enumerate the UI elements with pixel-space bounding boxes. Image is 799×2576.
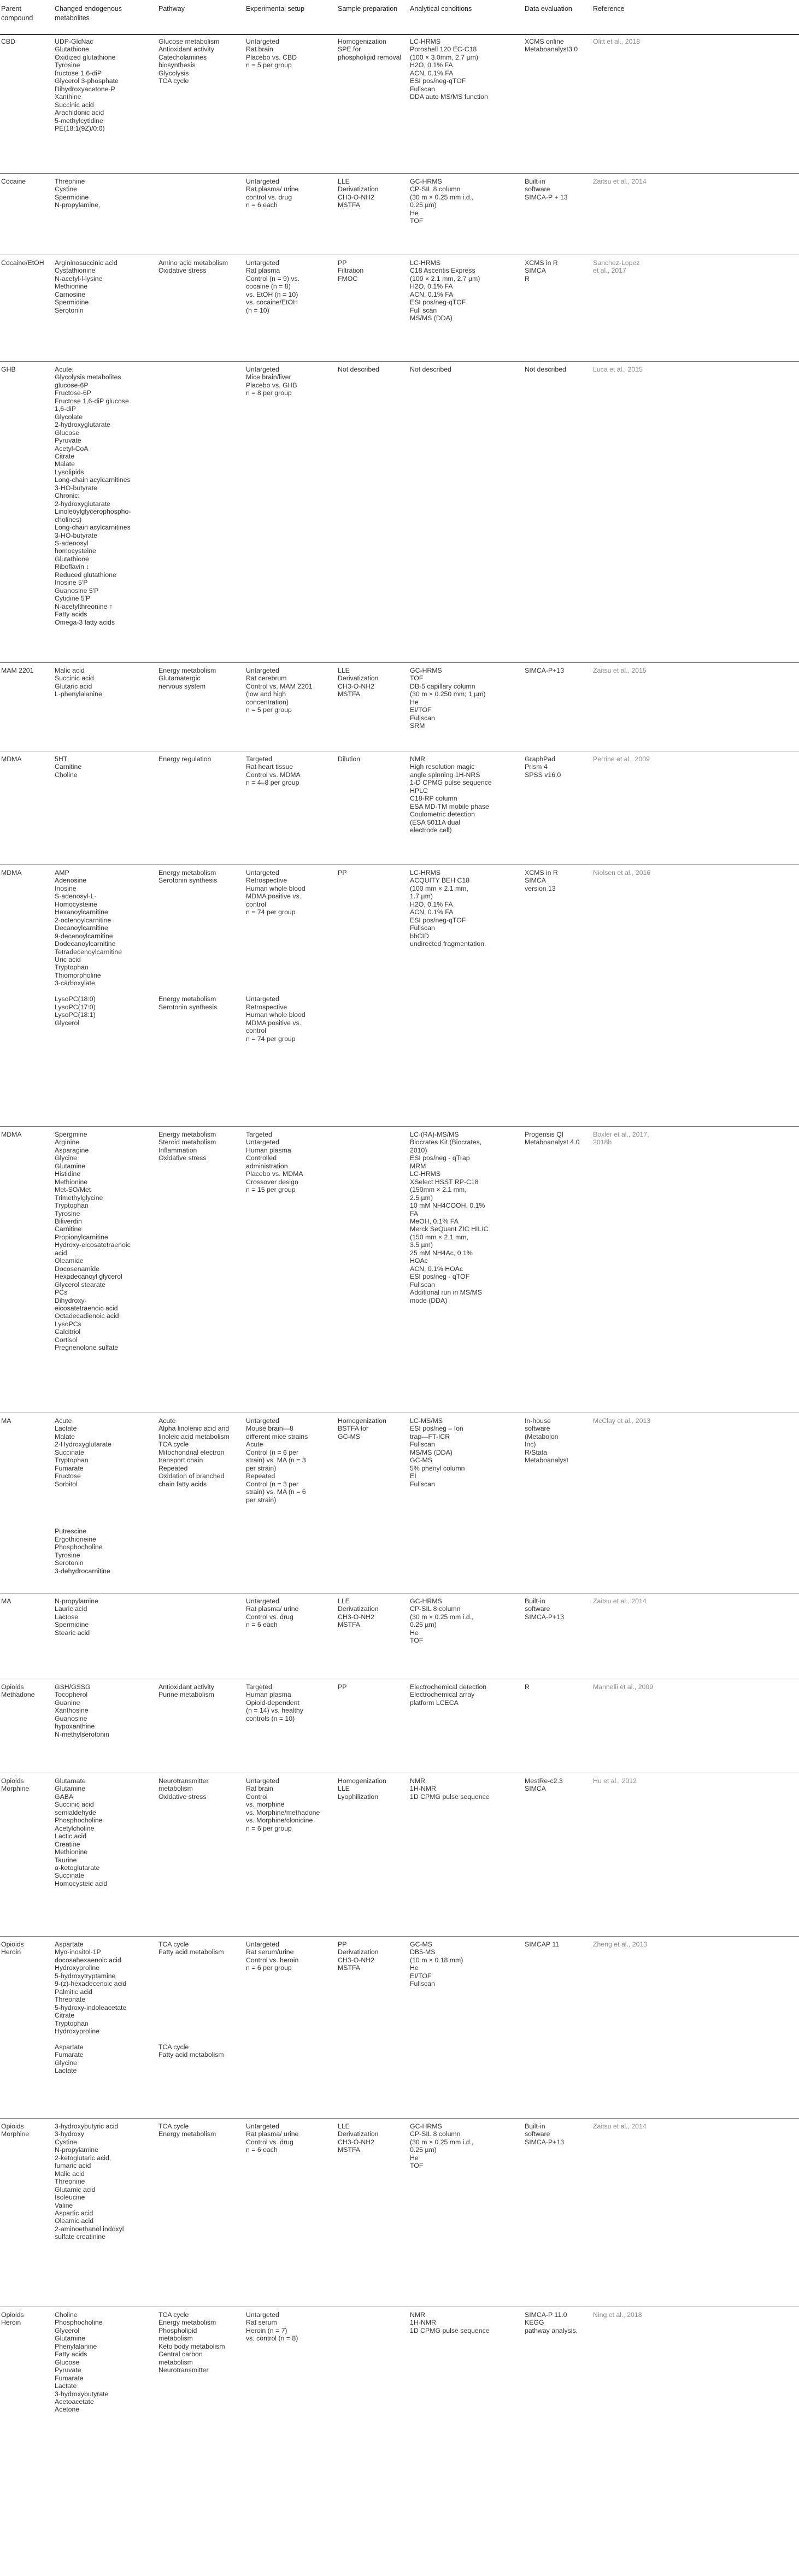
cell-sample-preparation: LLE Derivatization CH3-O-NH2 MSTFA [338,1597,379,1629]
cell-reference[interactable]: Boxler et al., 2017, 2018b [593,1131,649,1146]
cell-analytical-conditions: NMR 1H-NMR 1D CPMG pulse sequence [410,2311,490,2334]
cell-metabolites: GSH/GSSG Tocopherol Guanine Xanthosine Guanosine hypoxanthine N-methylserotonin [55,1683,109,1738]
cell-parent-compound: MDMA [1,1131,22,1138]
cell-data-evaluation: Progensis QI Metaboanalyst 4.0 [525,1131,580,1146]
cell-data-evaluation: Built-in software SIMCA-P + 13 [525,178,568,201]
cell-metabolites: Argininosuccinic acid Cystathionine N-acetyl-l-lysine Methionine Carnosine Spermidine Serotonin [55,259,118,314]
header-pathway: Pathway [158,5,185,13]
cell-experimental-setup: Untargeted Rat plasma Control (n = 9) vs. cocaine (n = 8) vs. EtOH (n = 10) vs. cocaine/EtOH (n = 10) [246,259,300,314]
cell-parent-compound: MDMA [1,755,22,763]
cell-reference[interactable]: Zaitsu et al., 2014 [593,178,647,185]
cell-pathway: TCA cycle Fatty acid metabolism TCA cycle Fatty acid metabolism [158,1940,224,2059]
cell-experimental-setup: Untargeted Mice brain/liver Placebo vs. GHB n = 8 per group [246,366,297,397]
cell-parent-compound: Cocaine/EtOH [1,259,44,267]
cell-reference[interactable]: Nielsen et al., 2016 [593,869,651,877]
header-reference: Reference [593,5,625,13]
cell-sample-preparation: Homogenization BSTFA for GC-MS [338,1417,386,1440]
cell-reference[interactable]: Zaitsu et al., 2014 [593,1597,647,1605]
table-row [0,2119,799,2307]
table-row [0,256,799,362]
cell-data-evaluation: SIMCA-P 11.0 KEGG pathway analysis. [525,2311,578,2334]
cell-parent-compound: Opioids Methadone [1,1683,35,1699]
cell-pathway: Glucose metabolism Antioxidant activity Catecholamines biosynthesis Glycolysis TCA cycle [158,38,220,85]
cell-data-evaluation: XCMS in R SIMCA version 13 [525,869,558,892]
cell-metabolites: UDP-GlcNac Glutathione Oxidized glutathione Tyrosine fructose 1,6-diP Glycerol 3-phosphate Dihydroxyacetone-P Xanthine Succinic acid Arachidonic acid 5-methylcytidine PE(18:1(9Z)/0:0) [55,38,119,132]
cell-experimental-setup: Untargeted Rat plasma/ urine Control vs. drug n = 6 each [246,1597,299,1629]
cell-analytical-conditions: GC-HRMS CP-SIL 8 column (30 m × 0.25 mm i.d., 0.25 µm) He TOF [410,1597,474,1645]
cell-analytical-conditions: NMR 1H-NMR 1D CPMG pulse sequence [410,1777,490,1801]
table-row [0,1937,799,2119]
cell-analytical-conditions: GC-HRMS CP-SIL 8 column (30 m × 0.25 mm i.d., 0.25 µm) He TOF [410,178,474,225]
cell-sample-preparation: LLE Derivatization CH3-O-NH2 MSTFA [338,2122,379,2154]
table-row [0,34,799,174]
cell-reference[interactable]: Olitt et al., 2018 [593,38,641,45]
cell-parent-compound: Opioids Heroin [1,2311,24,2327]
cell-analytical-conditions: GC-HRMS CP-SIL 8 column (30 m × 0.25 mm i.d., 0.25 µm) He TOF [410,2122,474,2170]
cell-data-evaluation: XCMS in R SIMCA R [525,259,558,283]
cell-analytical-conditions: LC-HRMS ACQUITY BEH C18 (100 mm × 2.1 mm, 1.7 µm) H2O, 0.1% FA ACN, 0.1% FA ESI pos/neg-qTOF Fullscan bbCID undirected fragmentation. [410,869,486,948]
cell-reference[interactable]: Perrine et al., 2009 [593,755,650,763]
cell-data-evaluation: R [525,1683,530,1691]
cell-analytical-conditions: GC-HRMS TOF DB-5 capillary column (30 m × 0.250 mm; 1 µm) He EI/TOF Fullscan SRM [410,667,486,730]
cell-reference[interactable]: Zaitsu et al., 2015 [593,667,647,674]
cell-parent-compound: GHB [1,366,16,373]
cell-parent-compound: MDMA [1,869,22,877]
cell-sample-preparation: PP Derivatization CH3-O-NH2 MSTFA [338,1940,379,1972]
cell-pathway: Energy metabolism Glutamatergic nervous system [158,667,216,690]
cell-analytical-conditions: Electrochemical detection Electrochemical array platform LCECA [410,1683,487,1707]
cell-pathway: Neurotransmitter metabolism Oxidative stress [158,1777,209,1801]
cell-parent-compound: MA [1,1597,11,1605]
header-changed-metabolites: Changed endogenous metabolites [55,5,122,22]
header-parent-compound: Parent compound [1,5,33,22]
cell-data-evaluation: SIMCAP 11 [525,1940,560,1948]
cell-reference[interactable]: Mannelli et al., 2009 [593,1683,654,1691]
cell-sample-preparation: LLE Derivatization CH3-O-NH2 MSTFA [338,178,379,209]
cell-analytical-conditions: LC-HRMS Poroshell 120 EC-C18 (100 × 3.0mm, 2.7 µm) H2O, 0.1% FA ACN, 0.1% FA ESI pos/neg-qTOF Fullscan DDA auto MS/MS function [410,38,488,101]
cell-metabolites: 3-hydroxybutyric acid 3-hydroxy Cystine N-propylamine 2-ketoglutaric acid, fumaric acid Malic acid Threonine Glutamic acid Isoleucine Valine Aspartic acid Oleamic acid 2-aminoethanol indoxyl sulfate creatinine [55,2122,124,2241]
cell-pathway: Antioxidant activity Purine metabolism [158,1683,214,1699]
table-row [0,1127,799,1413]
cell-pathway: Energy metabolism Steroid metabolism Inflammation Oxidative stress [158,1131,216,1162]
table-row [0,1594,799,1679]
cell-metabolites: Acute: Glycolysis metabolites glucose-6P Fructose-6P Fructose 1,6-diP glucose 1,6-diP Glycolate 2-hydroxyglutarate Glucose Pyruvate Acetyl-CoA Citrate Malate Lysolipids Long-chain acylcarnitines 3-HO-butyrate Chronic: 2-hydroxyglutarate Linoleoylglycerophospho- cholines) Long-chain acylcarnitines 3-HO-butyrate S-adenosyl homocysteine Glutathione Riboflavin ↓ Reduced glutathione Inosine 5'P Guanosine 5'P Cytidine 5'P N-acetylthreonine ↑ Fatty acids Omega-3 fatty acids [55,366,131,626]
table-header [0,0,799,35]
table-row [0,362,799,663]
cell-sample-preparation: LLE Derivatization CH3-O-NH2 MSTFA [338,667,379,698]
cell-parent-compound: Opioids Heroin [1,1940,24,1956]
cell-analytical-conditions: Not described [410,366,451,373]
cell-data-evaluation: GraphPad Prism 4 SPSS v16.0 [525,755,561,779]
table-row [0,1774,799,1937]
cell-reference[interactable]: McClay et al., 2013 [593,1417,651,1425]
cell-experimental-setup: Targeted Human plasma Opioid-dependent (n = 14) vs. healthy controls (n = 10) [246,1683,303,1722]
cell-sample-preparation: Homogenization SPE for phospholipid removal [338,38,402,61]
cell-pathway: Acute Alpha linolenic acid and linoleic acid metabolism TCA cycle Mitochondrial electron transport chain Repeated Oxidation of branched chain fatty acids [158,1417,230,1488]
cell-experimental-setup: Untargeted Rat cerebrum Control vs. MAM 2201 (low and high concentration) n = 5 per group [246,667,313,714]
cell-sample-preparation: PP [338,869,347,877]
cell-analytical-conditions: LC-HRMS C18 Ascentis Express (100 × 2.1 mm, 2.7 µm) H2O, 0.1% FA ACN, 0.1% FA ESI pos/neg-qTOF Full scan MS/MS (DDA) [410,259,480,322]
cell-analytical-conditions: LC-MS/MS ESI pos/neg – Ion trap—FT-ICR Fullscan MS/MS (DDA) GC-MS 5% phenyl column EI Fullscan [410,1417,465,1488]
cell-reference[interactable]: Luca et al., 2015 [593,366,643,373]
cell-sample-preparation: Not described [338,366,379,373]
cell-metabolites: Acute Lactate Malate 2-Hydroxyglutarate Succinate Tryptophan Fumarate Fructose Sorbitol Putrescine Ergothioneine Phosphocholine Tyrosine Serotonin 3-dehydrocarnitine [55,1417,111,1575]
cell-parent-compound: Cocaine [1,178,26,185]
cell-sample-preparation: PP Filtration FMOC [338,259,364,283]
cell-reference[interactable]: Ning et al., 2018 [593,2311,642,2319]
cell-pathway: Energy regulation [158,755,212,763]
cell-data-evaluation: Not described [525,366,566,373]
table-row [0,866,799,1127]
cell-experimental-setup: Targeted Untargeted Human plasma Controlled administration Placebo vs. MDMA Crossover design n = 15 per group [246,1131,303,1194]
cell-data-evaluation: Built-in software SIMCA-P+13 [525,1597,565,1621]
cell-experimental-setup: Untargeted Rat brain Placebo vs. CBD n = 5 per group [246,38,297,69]
header-data-evaluation: Data evaluation [525,5,572,13]
table-row [0,174,799,255]
table-row [0,2308,799,2457]
cell-metabolites: 5HT Carnitine Choline [55,755,82,779]
cell-experimental-setup: Untargeted Rat brain Control vs. morphine vs. Morphine/methadone vs. Morphine/clonidine n = 6 per group [246,1777,320,1832]
cell-analytical-conditions: LC-(RA)-MS/MS Biocrates Kit (Biocrates, 2010) ESI pos/neg - qTrap MRM LC-HRMS XSelect HSST RP-C18 (150mm × 2.1 mm, 2.5 µm) 10 mM NH4COOH, 0.1% FA MeOH, 0.1% FA Merck SeQuant ZIC HILIC (150 mm × 2.1 mm, 3.5 µm) 25 mM NH4Ac, 0.1% HOAc ACN, 0.1% HOAc ESI pos/neg - qTOF Fullscan Additional run in MS/MS mode (DDA) [410,1131,489,1304]
cell-experimental-setup: Untargeted Rat plasma/ urine Control vs. drug n = 6 each [246,2122,299,2154]
cell-data-evaluation: XCMS online Metaboanalyst3.0 [525,38,578,54]
cell-metabolites: N-propylamine Lauric acid Lactose Spermidine Stearic acid [55,1597,98,1637]
cell-reference[interactable]: Zheng et al., 2013 [593,1940,648,1948]
cell-sample-preparation: Homogenization LLE Lyophilization [338,1777,386,1801]
header-analytical-conditions: Analytical conditions [410,5,472,13]
cell-pathway: Amino acid metabolism Oxidative stress [158,259,228,275]
header-experimental-setup: Experimental setup [246,5,305,13]
cell-data-evaluation: In-house software (Metabolon Inc) R/Stata Metaboanalyst [525,1417,568,1465]
cell-parent-compound: MA [1,1417,11,1425]
cell-experimental-setup: Untargeted Rat plasma/ urine control vs. drug n = 6 each [246,178,299,209]
table-row [0,1414,799,1593]
cell-pathway: Energy metabolism Serotonin synthesis Energy metabolism Serotonin synthesis [158,869,218,1011]
cell-data-evaluation: SIMCA-P+13 [525,667,565,674]
cell-experimental-setup: Untargeted Rat serum Heroin (n = 7) vs. control (n = 8) [246,2311,298,2343]
cell-parent-compound: CBD [1,38,15,45]
header-sample-preparation: Sample preparation [338,5,398,13]
cell-data-evaluation: MestRe-c2.3 SIMCA [525,1777,563,1793]
cell-experimental-setup: Untargeted Mouse brain—8 different mice strains Acute Control (n = 6 per strain) vs. MA (n = 3 per strain) Repeated Control (n = 3 per strain) vs. MA (n = 6 per strain) [246,1417,308,1504]
cell-parent-compound: MAM 2201 [1,667,34,674]
cell-experimental-setup: Untargeted Retrospective Human whole blood MDMA positive vs. control n = 74 per group Untargeted Retrospective Human whole blood MDMA positive vs. control n = 74 per group [246,869,306,1043]
table-row [0,1680,799,1773]
cell-reference[interactable]: Sanchez-Lopez et al., 2017 [593,259,640,275]
cell-parent-compound: Opioids Morphine [1,2122,30,2138]
cell-experimental-setup: Untargeted Rat serum/urine Control vs. heroin n = 6 per group [246,1940,299,1972]
cell-experimental-setup: Targeted Rat heart tissue Control vs. MDMA n = 4–8 per group [246,755,301,787]
cell-metabolites: Malic acid Succinic acid Glutaric acid L-phenylalanine [55,667,102,698]
cell-metabolites: AMP Adenosine Inosine S-adenosyl-L- Homocysteine Hexanoylcarnitine 2-octenoylcarnitine Decanoylcarnitine 9-decenoylcarnitine Dodecanoylcarnitine Tetradecenoylcarnitine Uric acid Tryptophan Thiomorpholine 3-carboxylate LysoPC(18:0) LysoPC(17:0) LysoPC(18:1) Glycerol [55,869,122,1027]
cell-pathway: TCA cycle Energy metabolism [158,2122,216,2138]
cell-metabolites: Spergmine Arginine Asparagine Glycine Glutamine Histidine Methionine Met-SO/Met Trimethylglycine Tryptophan Tyrosine Biliverdin Carnitine Propionylcarnitine Hydroxy-eicosatetraenoic acid Oleamide Docosenamide Hexadecanoyl glycerol Glycerol stearate PCs Dihydroxy- eicosatetraenoic acid Octadecadienoic acid LysoPCs Calcitriol Cortisol Pregnenolone sulfate [55,1131,131,1352]
cell-analytical-conditions: NMR High resolution magic angle spinning 1H-NRS 1-D CPMG pulse sequence HPLC C18-RP column ESA MD-TM mobile phase Coulometric detection (ESA 5011A dual electrode cell) [410,755,492,834]
cell-reference[interactable]: Hu et al., 2012 [593,1777,637,1785]
cell-parent-compound: Opioids Morphine [1,1777,30,1793]
cell-sample-preparation: Dilution [338,755,361,763]
cell-metabolites: Aspartate Myo-inositol-1P docosahexaenoic acid Hydroxyproline 5-hydroxytryptamine 9-(z)-hexadecenoic acid Palmitic acid Threonate 5-hydroxy-indoleacetate Citrate Tryptophan Hydroxyproline Aspartate Fumarate Glycine Lactate [55,1940,127,2075]
cell-analytical-conditions: GC-MS DB5-MS (10 m × 0.18 mm) He EI/TOF Fullscan [410,1940,463,1988]
cell-data-evaluation: Built-in software SIMCA-P+13 [525,2122,565,2146]
table-row [0,752,799,865]
cell-metabolites: Threonine Cystine Spermidine N-propylamine, [55,178,101,209]
table-row [0,663,799,751]
cell-metabolites: Choline Phosphocholine Glycerol Glutamine Phenylalanine Fatty acids Glucose Pyruvate Fumarate Lactate 3-hydroxybutyrate Acetoacetate Acetone [55,2311,109,2414]
cell-reference[interactable]: Zaitsu et al., 2014 [593,2122,647,2130]
cell-pathway: TCA cycle Energy metabolism Phospholipid metabolism Keto body metabolism Central carbon metabolism Neurotransmitter [158,2311,225,2374]
cell-metabolites: Glutamate Glutamine GABA Succinic acid semialdehyde Phosphocholine Acetylcholine Lactic acid Creatine Methionine Taurine α-ketoglutarate Succinate Homocysteic acid [55,1777,108,1887]
cell-sample-preparation: PP [338,1683,347,1691]
